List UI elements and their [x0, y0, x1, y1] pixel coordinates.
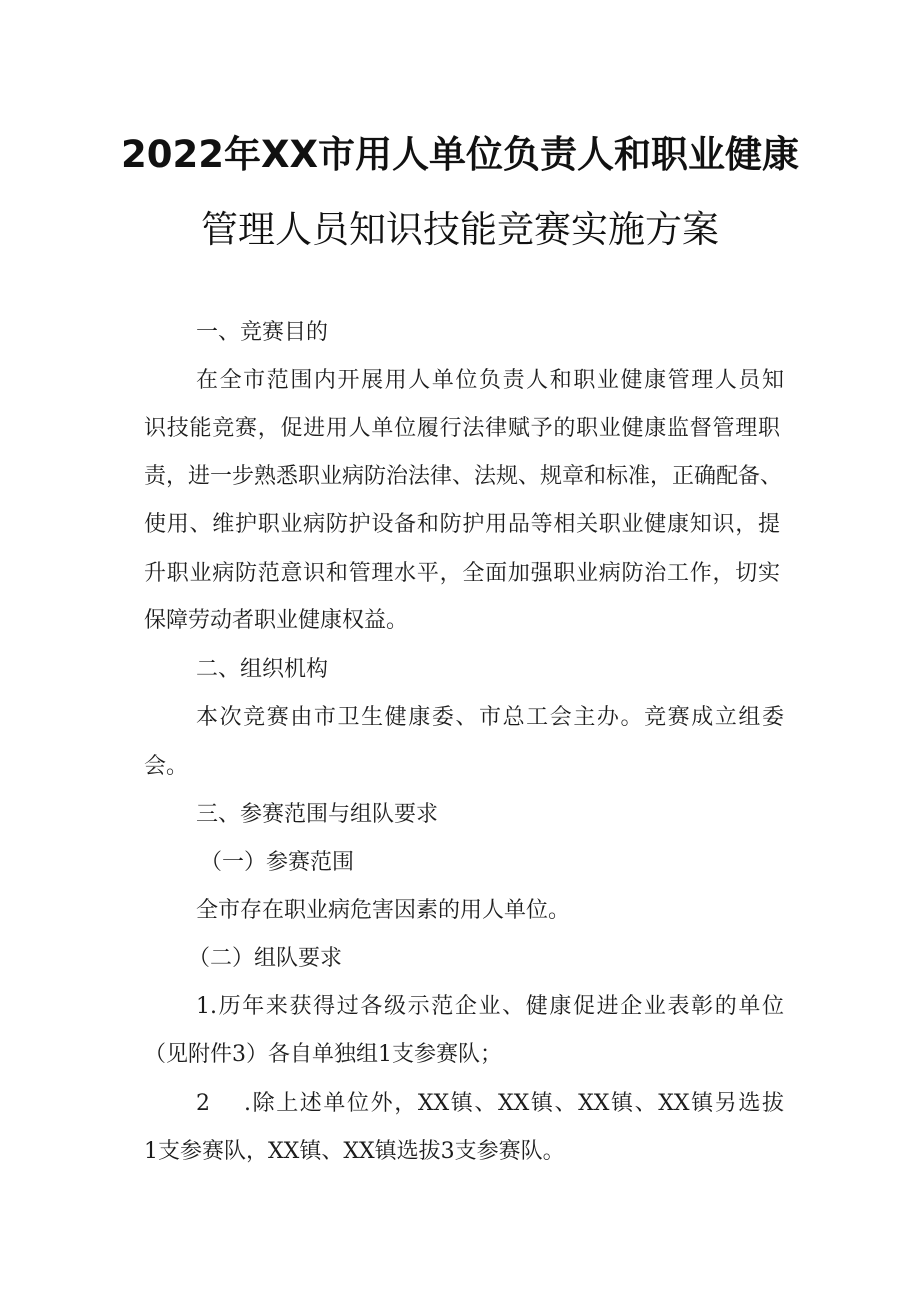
subsection-2-heading: （二）组队要求 — [188, 946, 343, 971]
document-title-line-2: 管理人员知识技能竞赛实施方案 — [201, 208, 719, 251]
item-1-line: 1.历年来获得过各级示范企业、健康促进企业表彰的单位 — [196, 994, 784, 1019]
section-1-paragraph-line: 使用、维护职业病防护设备和防护用品等相关职业健康知识，提 — [144, 512, 780, 537]
section-1-paragraph-line: 识技能竞赛，促进用人单位履行法律赋予的职业健康监督管理职 — [144, 416, 780, 441]
item-2-number: 2 — [196, 1091, 210, 1116]
section-1-paragraph-line: 保障劳动者职业健康权益。 — [144, 608, 409, 633]
item-2-line: .除上述单位外，XX镇、XX镇、XX镇、XX镇另选拔 — [244, 1091, 784, 1116]
item-1-line: （见附件3）各自单独组1支参赛队； — [144, 1042, 502, 1067]
section-3-heading: 三、参赛范围与组队要求 — [196, 802, 439, 827]
section-2-heading: 二、组织机构 — [196, 657, 329, 682]
section-1-paragraph-line: 在全市范围内开展用人单位负责人和职业健康管理人员知 — [196, 368, 784, 393]
section-1-paragraph-line: 升职业病防范意识和管理水平，全面加强职业病防治工作，切实 — [144, 561, 780, 586]
document-title-line-1: 2022年XX市用人单位负责人和职业健康 — [120, 133, 800, 176]
section-2-paragraph-line: 会。 — [144, 754, 189, 779]
section-1-heading: 一、竞赛目的 — [196, 320, 329, 345]
section-1-paragraph-line: 责，进一步熟悉职业病防治法律、法规、规章和标准，正确配备、 — [144, 464, 783, 489]
item-2-line: 1支参赛队，XX镇、XX镇选拔3支参赛队。 — [144, 1139, 565, 1164]
subsection-1-heading: （一）参赛范围 — [200, 850, 355, 875]
subsection-1-text: 全市存在职业病危害因素的用人单位。 — [196, 898, 571, 923]
section-2-paragraph-line: 本次竞赛由市卫生健康委、市总工会主办。竞赛成立组委 — [196, 705, 784, 730]
